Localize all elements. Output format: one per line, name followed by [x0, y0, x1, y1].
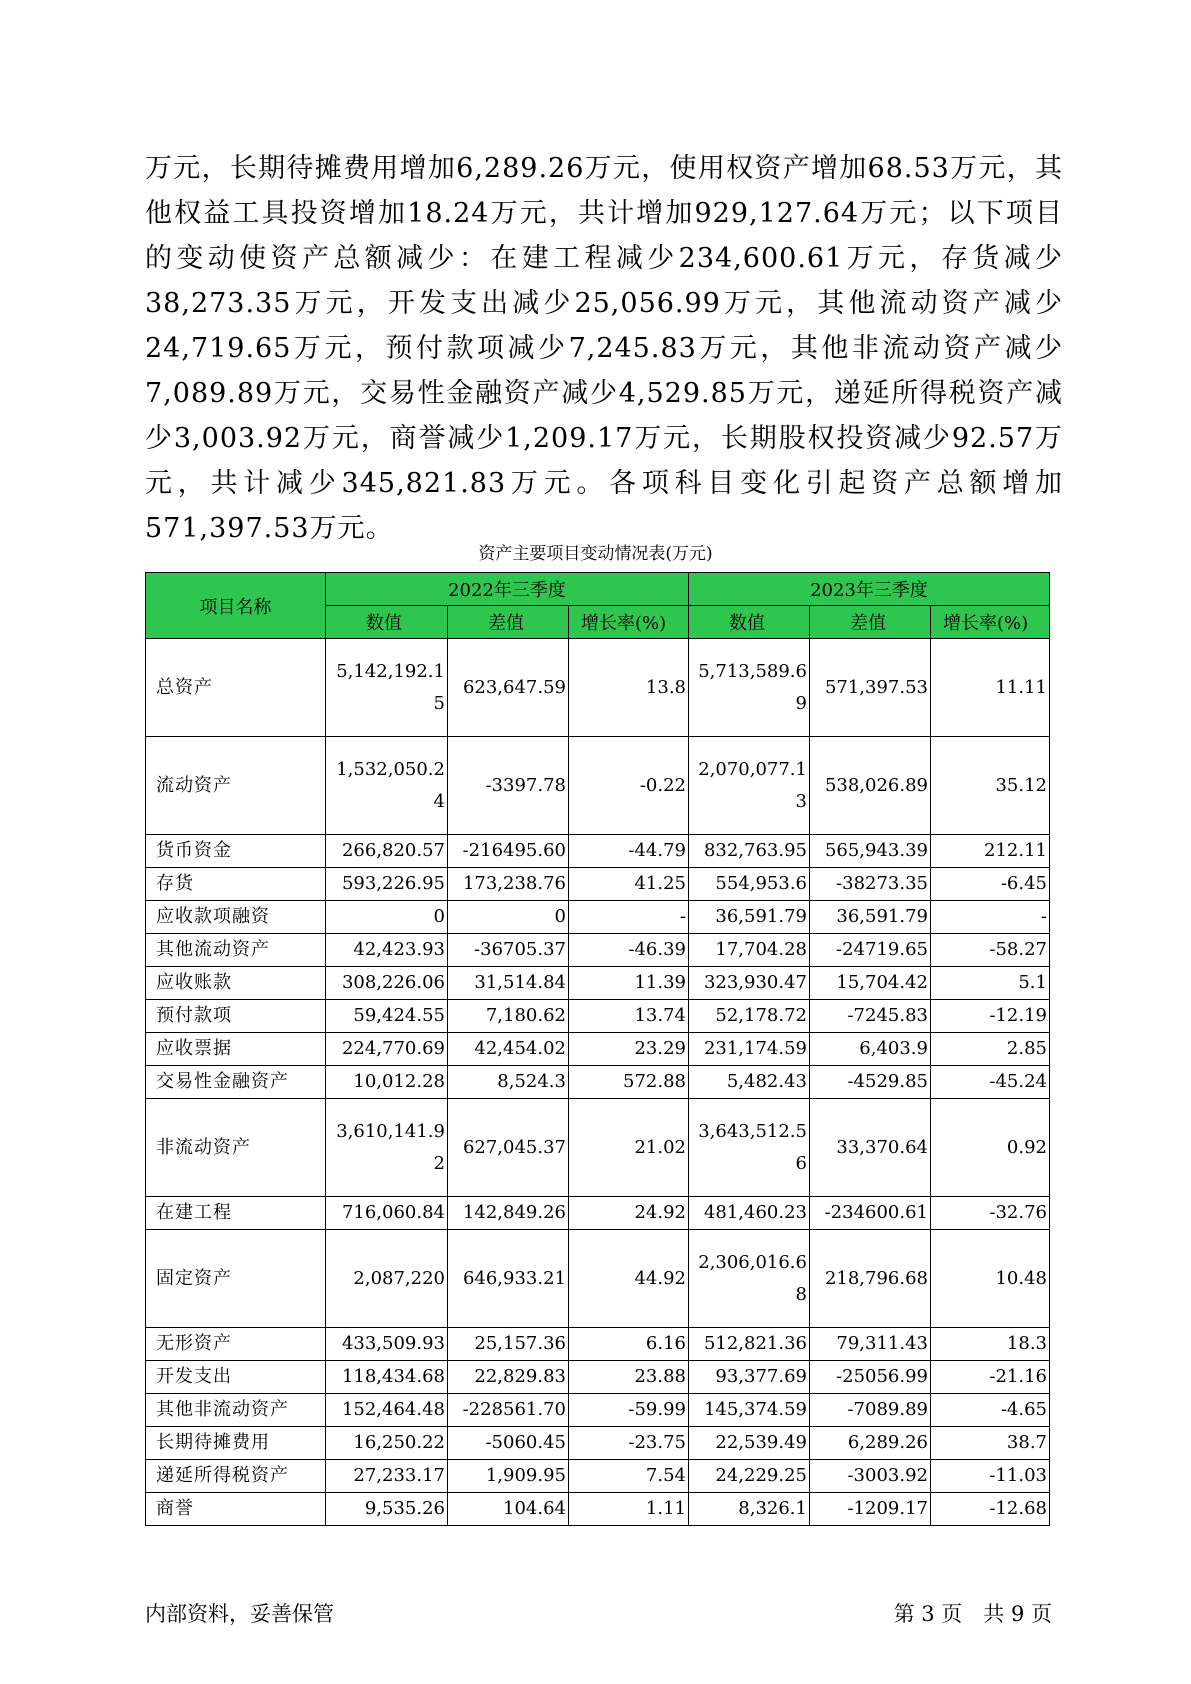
header-2022-diff: 差值: [448, 606, 569, 639]
diff-2022: 8,524.3: [448, 1066, 569, 1099]
value-2023: 2,306,016.68: [689, 1230, 810, 1328]
value-2022: 5,142,192.15: [326, 639, 448, 737]
rate-2023: 18.3: [931, 1328, 1050, 1361]
diff-2023: 571,397.53: [810, 639, 931, 737]
row-name: 商誉: [146, 1493, 326, 1526]
table-row: [146, 1066, 1050, 1099]
row-name: 预付款项: [146, 1000, 326, 1033]
diff-2022: 0: [448, 901, 569, 934]
value-2023: 323,930.47: [689, 967, 810, 1000]
rate-2022: 23.88: [569, 1361, 689, 1394]
value-2023: 231,174.59: [689, 1033, 810, 1066]
rate-2022: -: [569, 901, 689, 934]
diff-2023: 538,026.89: [810, 737, 931, 835]
rate-2023: 5.1: [931, 967, 1050, 1000]
row-name: 流动资产: [146, 737, 326, 835]
value-2022: 308,226.06: [326, 967, 448, 1000]
asset-change-table: [145, 572, 1050, 1526]
rate-2022: -46.39: [569, 934, 689, 967]
rate-2022: 572.88: [569, 1066, 689, 1099]
rate-2022: 11.39: [569, 967, 689, 1000]
diff-2023: -4529.85: [810, 1066, 931, 1099]
diff-2023: 218,796.68: [810, 1230, 931, 1328]
diff-2023: -7089.89: [810, 1394, 931, 1427]
rate-2023: 212.11: [931, 835, 1050, 868]
table-row: [146, 1000, 1050, 1033]
table-row: [146, 1230, 1050, 1328]
value-2023: 17,704.28: [689, 934, 810, 967]
value-2022: 27,233.17: [326, 1460, 448, 1493]
diff-2022: -216495.60: [448, 835, 569, 868]
rate-2023: 35.12: [931, 737, 1050, 835]
table-row: [146, 1394, 1050, 1427]
value-2023: 22,539.49: [689, 1427, 810, 1460]
rate-2022: -23.75: [569, 1427, 689, 1460]
value-2022: 59,424.55: [326, 1000, 448, 1033]
diff-2022: -5060.45: [448, 1427, 569, 1460]
row-name: 其他非流动资产: [146, 1394, 326, 1427]
row-name: 长期待摊费用: [146, 1427, 326, 1460]
table-row: [146, 1033, 1050, 1066]
body-paragraph: 万元，长期待摊费用增加6,289.26万元，使用权资产增加68.53万元，其他权益工具投资增加18.24万元，共计增加929,127.64万元；以下项目的变动使资产总额减少：在建工程减少234,600.61万元，存货减少38,273.35万元，开发支出减少25,056.99万元，其他流动资产减少24,719.65万元，预付款项减少7,245.83万元，其他非流动资产减少7,089.89万元，交易性金融资产减少4,529.85万元，递延所得税资产减少3,003.92万元，商誉减少1,209.17万元，长期股权投资减少92.57万元，共计减少345,821.83万元。各项科目变化引起资产总额增加571,397.53万元。: [145, 153, 1063, 544]
rate-2023: -6.45: [931, 868, 1050, 901]
diff-2022: 104.64: [448, 1493, 569, 1526]
diff-2023: -7245.83: [810, 1000, 931, 1033]
rate-2022: -0.22: [569, 737, 689, 835]
value-2023: 3,643,512.56: [689, 1099, 810, 1197]
value-2022: 2,087,220: [326, 1230, 448, 1328]
rate-2022: 1.11: [569, 1493, 689, 1526]
value-2022: 3,610,141.92: [326, 1099, 448, 1197]
value-2023: 145,374.59: [689, 1394, 810, 1427]
table-row: [146, 1328, 1050, 1361]
table-row: [146, 737, 1050, 835]
diff-2022: 646,933.21: [448, 1230, 569, 1328]
row-name: 交易性金融资产: [146, 1066, 326, 1099]
diff-2023: 6,403.9: [810, 1033, 931, 1066]
row-name: 存货: [146, 868, 326, 901]
diff-2022: 31,514.84: [448, 967, 569, 1000]
value-2022: 10,012.28: [326, 1066, 448, 1099]
rate-2022: -59.99: [569, 1394, 689, 1427]
value-2023: 52,178.72: [689, 1000, 810, 1033]
diff-2022: -3397.78: [448, 737, 569, 835]
header-2022-q3: 2022年三季度: [326, 573, 689, 606]
diff-2023: -24719.65: [810, 934, 931, 967]
value-2022: 42,423.93: [326, 934, 448, 967]
value-2022: 266,820.57: [326, 835, 448, 868]
table-caption: 资产主要项目变动情况表(万元): [478, 544, 713, 564]
rate-2023: 10.48: [931, 1230, 1050, 1328]
value-2023: 512,821.36: [689, 1328, 810, 1361]
value-2023: 5,482.43: [689, 1066, 810, 1099]
table-row: [146, 1427, 1050, 1460]
value-2022: 716,060.84: [326, 1197, 448, 1230]
table-row: [146, 934, 1050, 967]
header-2023-rate: 增长率(%): [931, 606, 1050, 639]
diff-2022: -36705.37: [448, 934, 569, 967]
rate-2023: -12.19: [931, 1000, 1050, 1033]
row-name: 应收账款: [146, 967, 326, 1000]
rate-2022: 41.25: [569, 868, 689, 901]
table-row: [146, 639, 1050, 737]
rate-2022: 44.92: [569, 1230, 689, 1328]
table-row: [146, 1460, 1050, 1493]
diff-2023: -38273.35: [810, 868, 931, 901]
rate-2022: 6.16: [569, 1328, 689, 1361]
value-2023: 2,070,077.13: [689, 737, 810, 835]
header-2022-value: 数值: [326, 606, 448, 639]
diff-2023: -3003.92: [810, 1460, 931, 1493]
rate-2023: -12.68: [931, 1493, 1050, 1526]
rate-2023: 2.85: [931, 1033, 1050, 1066]
value-2022: 118,434.68: [326, 1361, 448, 1394]
table-row: [146, 1493, 1050, 1526]
diff-2022: -228561.70: [448, 1394, 569, 1427]
diff-2023: -234600.61: [810, 1197, 931, 1230]
row-name: 非流动资产: [146, 1099, 326, 1197]
diff-2022: 22,829.83: [448, 1361, 569, 1394]
diff-2022: 142,849.26: [448, 1197, 569, 1230]
diff-2023: -1209.17: [810, 1493, 931, 1526]
rate-2023: -58.27: [931, 934, 1050, 967]
value-2022: 1,532,050.24: [326, 737, 448, 835]
header-item-name: 项目名称: [146, 573, 326, 639]
diff-2022: 623,647.59: [448, 639, 569, 737]
diff-2022: 7,180.62: [448, 1000, 569, 1033]
row-name: 开发支出: [146, 1361, 326, 1394]
rate-2023: -32.76: [931, 1197, 1050, 1230]
header-2023-value: 数值: [689, 606, 810, 639]
table-row: [146, 1361, 1050, 1394]
table-row: [146, 967, 1050, 1000]
value-2023: 93,377.69: [689, 1361, 810, 1394]
value-2023: 24,229.25: [689, 1460, 810, 1493]
rate-2023: -45.24: [931, 1066, 1050, 1099]
row-name: 应收款项融资: [146, 901, 326, 934]
row-name: 固定资产: [146, 1230, 326, 1328]
value-2023: 8,326.1: [689, 1493, 810, 1526]
value-2022: 224,770.69: [326, 1033, 448, 1066]
diff-2023: 33,370.64: [810, 1099, 931, 1197]
rate-2022: 23.29: [569, 1033, 689, 1066]
diff-2022: 25,157.36: [448, 1328, 569, 1361]
rate-2022: -44.79: [569, 835, 689, 868]
diff-2023: 6,289.26: [810, 1427, 931, 1460]
diff-2023: 36,591.79: [810, 901, 931, 934]
value-2023: 36,591.79: [689, 901, 810, 934]
table-row: [146, 835, 1050, 868]
rate-2022: 13.74: [569, 1000, 689, 1033]
value-2022: 9,535.26: [326, 1493, 448, 1526]
value-2022: 16,250.22: [326, 1427, 448, 1460]
diff-2022: 627,045.37: [448, 1099, 569, 1197]
rate-2022: 21.02: [569, 1099, 689, 1197]
row-name: 无形资产: [146, 1328, 326, 1361]
table-row: [146, 1099, 1050, 1197]
diff-2023: -25056.99: [810, 1361, 931, 1394]
rate-2023: -11.03: [931, 1460, 1050, 1493]
rate-2022: 7.54: [569, 1460, 689, 1493]
rate-2023: 11.11: [931, 639, 1050, 737]
row-name: 总资产: [146, 639, 326, 737]
row-name: 递延所得税资产: [146, 1460, 326, 1493]
header-2023-diff: 差值: [810, 606, 931, 639]
row-name: 应收票据: [146, 1033, 326, 1066]
rate-2023: -4.65: [931, 1394, 1050, 1427]
header-2022-rate: 增长率(%): [569, 606, 689, 639]
value-2023: 481,460.23: [689, 1197, 810, 1230]
diff-2023: 565,943.39: [810, 835, 931, 868]
footer-page-number: 第 3 页 共 9 页: [893, 1602, 1052, 1626]
diff-2023: 15,704.42: [810, 967, 931, 1000]
rate-2023: -21.16: [931, 1361, 1050, 1394]
value-2022: 433,509.93: [326, 1328, 448, 1361]
row-name: 在建工程: [146, 1197, 326, 1230]
rate-2023: -: [931, 901, 1050, 934]
rate-2023: 0.92: [931, 1099, 1050, 1197]
diff-2022: 42,454.02: [448, 1033, 569, 1066]
value-2023: 832,763.95: [689, 835, 810, 868]
diff-2022: 1,909.95: [448, 1460, 569, 1493]
row-name: 其他流动资产: [146, 934, 326, 967]
value-2023: 554,953.6: [689, 868, 810, 901]
rate-2023: 38.7: [931, 1427, 1050, 1460]
value-2022: 593,226.95: [326, 868, 448, 901]
table-row: [146, 901, 1050, 934]
rate-2022: 13.8: [569, 639, 689, 737]
row-name: 货币资金: [146, 835, 326, 868]
table-row: [146, 1197, 1050, 1230]
diff-2022: 173,238.76: [448, 868, 569, 901]
value-2022: 152,464.48: [326, 1394, 448, 1427]
diff-2023: 79,311.43: [810, 1328, 931, 1361]
footer-confidential-note: 内部资料，妥善保管: [145, 1602, 334, 1626]
table-row: [146, 868, 1050, 901]
value-2023: 5,713,589.69: [689, 639, 810, 737]
value-2022: 0: [326, 901, 448, 934]
header-2023-q3: 2023年三季度: [689, 573, 1050, 606]
rate-2022: 24.92: [569, 1197, 689, 1230]
